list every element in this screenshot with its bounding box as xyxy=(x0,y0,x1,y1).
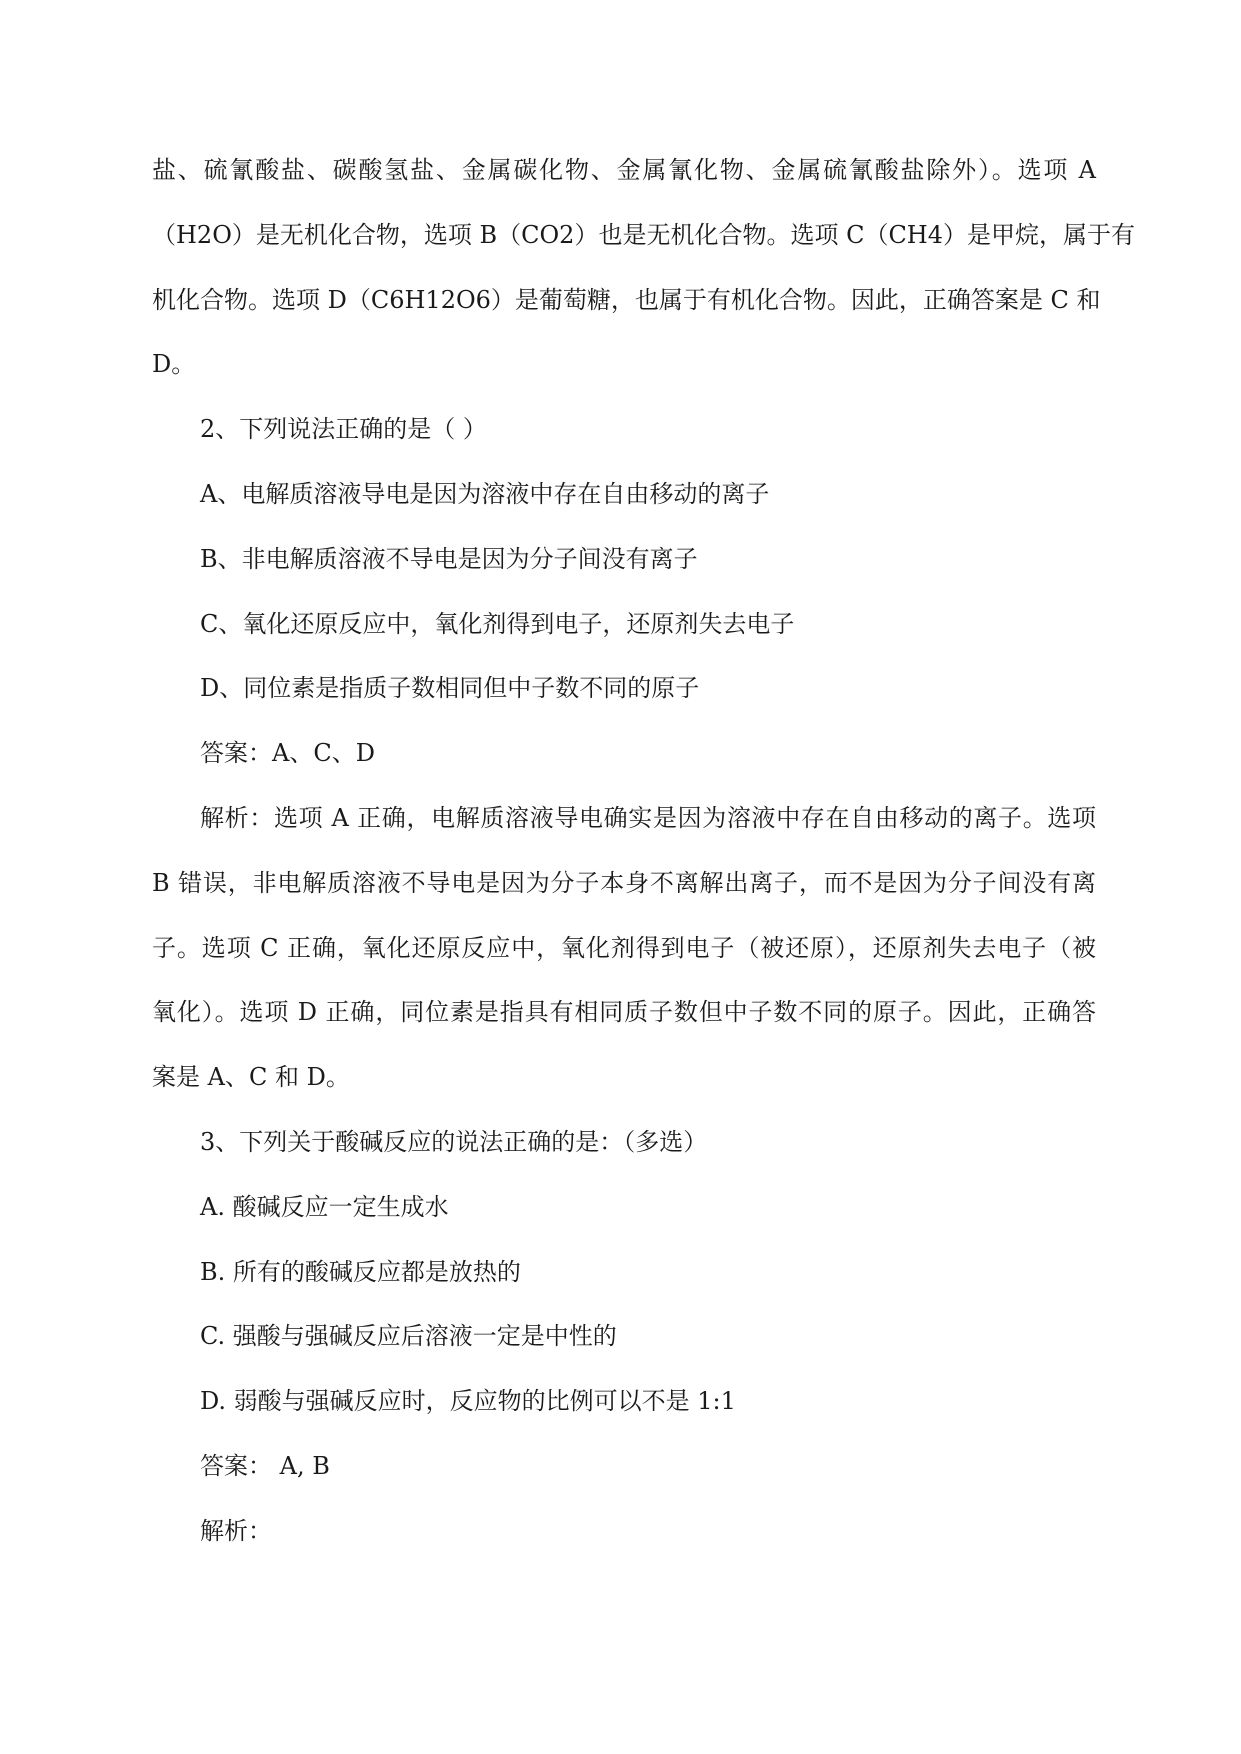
q1-analysis-continuation xyxy=(152,138,1136,397)
text-line: 案是 A、C 和 D。 xyxy=(152,1063,350,1092)
q3-stem: 3、下列关于酸碱反应的说法正确的是：（多选） xyxy=(200,1127,708,1156)
q2-option-c: C、氧化还原反应中，氧化剂得到电子，还原剂失去电子 xyxy=(200,609,795,638)
q2-option-d: D、同位素是指质子数相同但中子数不同的原子 xyxy=(200,674,700,703)
text-line: D。 xyxy=(152,350,196,379)
q3-option-d: D. 弱酸与强碱反应时，反应物的比例可以不是 1:1 xyxy=(200,1387,736,1416)
text-line: 盐、硫氰酸盐、碳酸氢盐、金属碳化物、金属氰化物、金属硫氰酸盐除外）。选项 A xyxy=(152,156,1096,184)
q2-option-b: B、非电解质溶液不导电是因为分子间没有离子 xyxy=(200,544,698,573)
q2-option-a: A、电解质溶液导电是因为溶液中存在自由移动的离子 xyxy=(200,479,770,508)
q3-option-b: B. 所有的酸碱反应都是放热的 xyxy=(200,1257,521,1286)
text-line: 氧化）。选项 D 正确，同位素是指具有相同质子数但中子数不同的原子。因此，正确答 xyxy=(152,998,1096,1027)
q3-answer: 答案： A, B xyxy=(200,1451,330,1480)
document-body xyxy=(152,138,1136,1564)
text-line: B 错误，非电解质溶液不导电是因为分子本身不离解出离子，而不是因为分子间没有离 xyxy=(152,868,1096,897)
q2-answer: 答案：A、C、D xyxy=(200,739,375,768)
text-line: 子。选项 C 正确，氧化还原反应中，氧化剂得到电子（被还原），还原剂失去电子（被 xyxy=(152,933,1096,962)
q3-analysis-label: 解析： xyxy=(200,1516,272,1545)
q3-option-a: A. 酸碱反应一定生成水 xyxy=(200,1192,449,1221)
q2-analysis xyxy=(152,786,1096,1110)
q3-option-c: C. 强酸与强碱反应后溶液一定是中性的 xyxy=(200,1322,617,1351)
text-line: 机化合物。选项 D（C6H12O6）是葡萄糖，也属于有机化合物。因此，正确答案是 C 和 xyxy=(152,285,1101,314)
text-line: （H2O）是无机化合物，选项 B（CO2）也是无机化合物。选项 C（CH4）是甲烷，属于有 xyxy=(152,220,1136,249)
text-line: 解析：选项 A 正确，电解质溶液导电确实是因为溶液中存在自由移动的离子。选项 xyxy=(200,803,1096,832)
q2-stem: 2、下列说法正确的是（ ） xyxy=(200,415,487,444)
